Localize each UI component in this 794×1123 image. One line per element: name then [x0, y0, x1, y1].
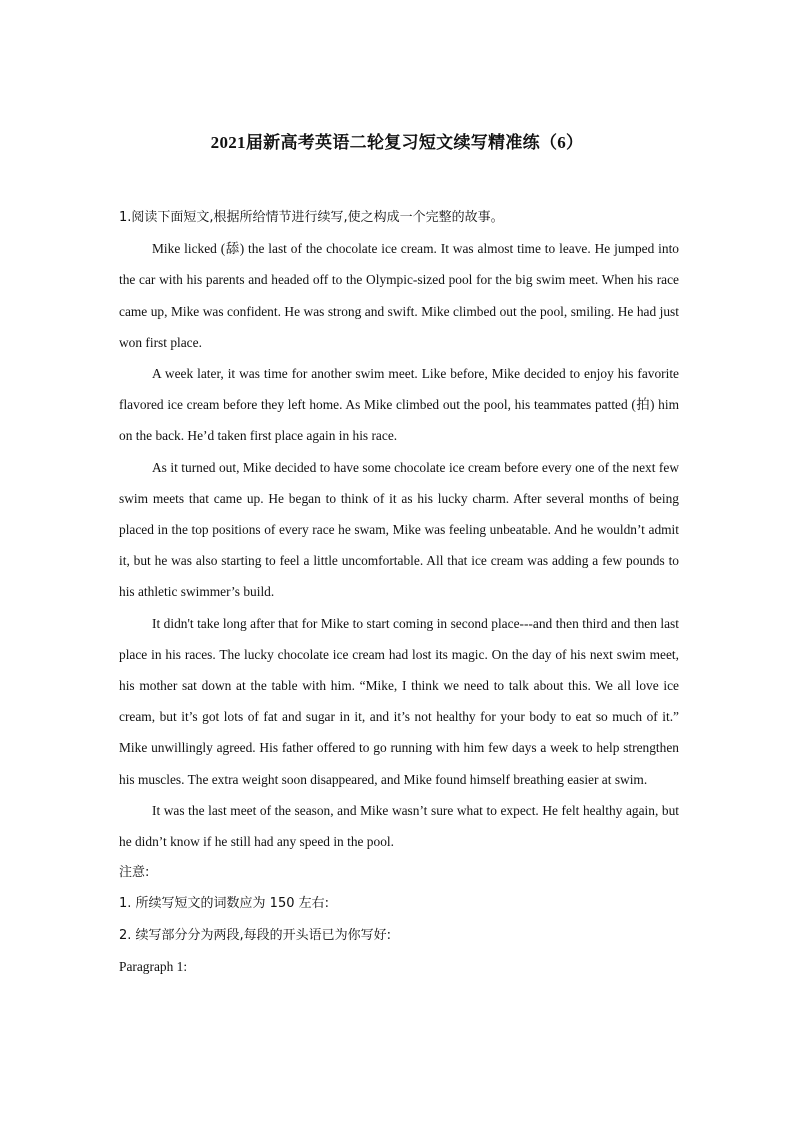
task-instruction: 1.阅读下面短文,根据所给情节进行续写,使之构成一个完整的故事。 [119, 210, 504, 225]
story-paragraph-4: It didn't take long after that for Mike to start coming in second place---and then third and then last place in his races. The lucky chocolate ice cream had lost its magic. On the day of his next swim meet, his mother sat down at the table with him. “Mike, I think we need to talk about this. We all love ice cream, but it’s got lots of fat and sugar in it, and it’s not healthy for your body to eat so much of it.” Mike unwillingly agreed. His father offered to go running with him few days a week to help strengthen his muscles. The extra weight soon disappeared, and Mike found himself breathing easier at swim. [119, 615, 679, 787]
story-paragraph-5: It was the last meet of the season, and Mike wasn’t sure what to expect. He felt healthy again, but he didn’t know if he still had any speed in the pool. [119, 802, 679, 850]
page-title: 2021届新高考英语二轮复习短文续写精准练（6） [210, 133, 584, 152]
document-body [119, 202, 679, 982]
story-paragraph-3: As it turned out, Mike decided to have some chocolate ice cream before every one of the next few swim meets that came up. He began to think of it as his lucky charm. After several months of being placed in the top positions of every race he swam, Mike was feeling unbeatable. And he wouldn’t admit it, but he was also starting to feel a little uncomfortable. All that ice cream was adding a few pounds to his athletic swimmer’s build. [119, 459, 679, 600]
note-item-2: 2. 续写部分分为两段,每段的开头语已为你写好: [119, 927, 392, 943]
note-heading: 注意: [119, 865, 150, 881]
story-paragraph-2: A week later, it was time for another swim meet. Like before, Mike decided to enjoy his favorite flavored ice cream before they left home. As Mike climbed out the pool, his teammates patted (拍) him on the back. He’d taken first place again in his race. [119, 366, 679, 444]
paragraph-1-label: Paragraph 1: [119, 958, 188, 974]
note-item-1: 1. 所续写短文的词数应为 150 左右: [119, 896, 329, 912]
story-paragraph-1: Mike licked (舔) the last of the chocolate ice cream. It was almost time to leave. He jumped into the car with his parents and headed off to the Olympic-sized pool for the big swim meet. When his race came up, Mike was confident. He was strong and swift. Mike climbed out the pool, smiling. He had just won first place. [119, 241, 679, 350]
